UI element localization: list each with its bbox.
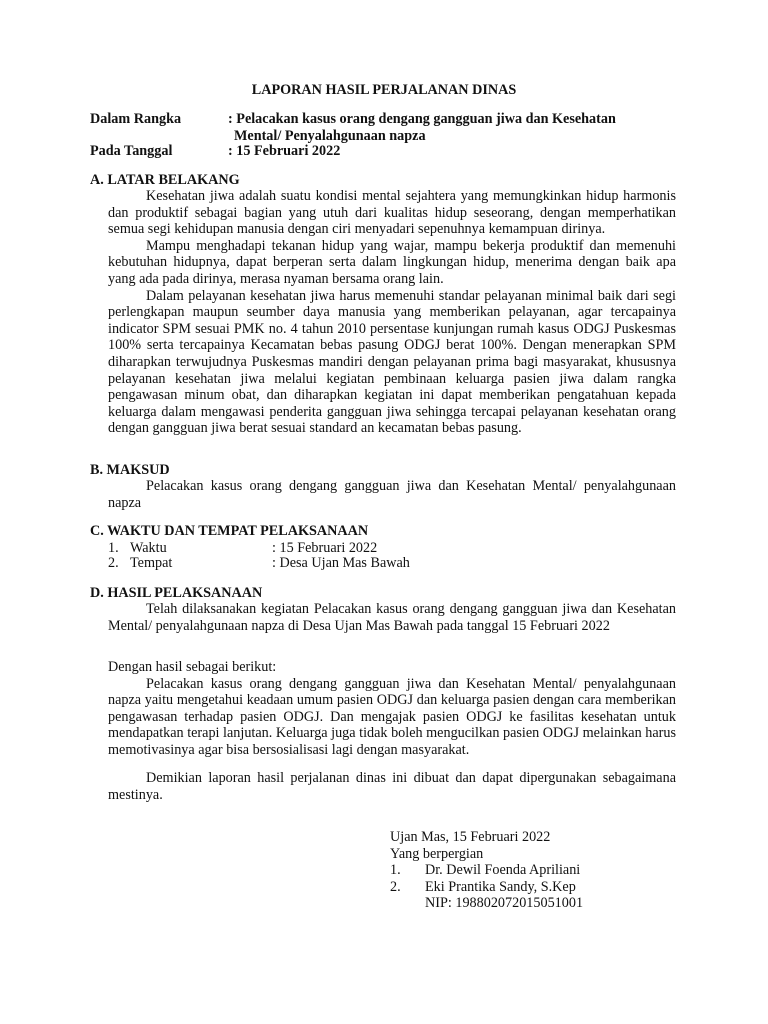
section-b-heading: B. MAKSUD bbox=[90, 462, 170, 478]
dalam-rangka-value-continued: Mental/ Penyalahgunaan napza bbox=[234, 127, 426, 144]
item-number: 1. bbox=[108, 540, 119, 556]
signatory-number: 1. bbox=[390, 862, 401, 879]
signatory-name: Eki Prantika Sandy, S.Kep bbox=[425, 878, 576, 895]
section-d-heading: D. HASIL PELAKSANAAN bbox=[90, 585, 263, 601]
signature-block bbox=[390, 829, 583, 912]
item-label: Waktu bbox=[130, 540, 167, 556]
section-a-body bbox=[108, 188, 676, 437]
section-c-item-2 bbox=[108, 555, 410, 572]
result-intro: Dengan hasil sebagai berikut: bbox=[108, 659, 277, 675]
pada-tanggal-value: : 15 Februari 2022 bbox=[228, 143, 341, 159]
header-pada-tanggal bbox=[90, 143, 340, 160]
section-b-paragraph: Pelacakan kasus orang dengang gangguan jiwa dan Kesehatan Mental/ penyalahgunaan napza bbox=[108, 478, 676, 511]
section-a-heading: A. LATAR BELAKANG bbox=[90, 172, 240, 188]
section-d-paragraph-1: Telah dilaksanakan kegiatan Pelacakan kasus orang dengang gangguan jiwa dan Kesehatan Mental/ penyalahgunaan napza di Desa Ujan Mas Bawah pada tanggal 15 Februari 2022 bbox=[108, 601, 676, 634]
header-dalam-rangka bbox=[90, 111, 616, 144]
item-value: : 15 Februari 2022 bbox=[272, 540, 378, 556]
section-d-body-2 bbox=[108, 659, 676, 759]
item-value: : Desa Ujan Mas Bawah bbox=[272, 555, 410, 571]
report-title: LAPORAN HASIL PERJALANAN DINAS bbox=[251, 82, 517, 98]
closing-paragraph: Demikian laporan hasil perjalanan dinas ini dibuat dan dapat dipergunakan sebagaimana mestinya. bbox=[108, 770, 676, 803]
signatory-2 bbox=[390, 879, 583, 896]
item-number: 2. bbox=[108, 555, 119, 571]
section-d-body-1 bbox=[108, 601, 676, 634]
signatory-nip: NIP: 198802072015051001 bbox=[425, 895, 584, 912]
section-a-paragraph-2: Mampu menghadapi tekanan hidup yang wajar, mampu bekerja produktif dan memenuhi kebutuhan hidupnya, dapat berperan serta dalam lingkungan hidup, menerima dengan baik apa yang ada pada dirinya, merasa nyaman bersama orang lain. bbox=[108, 237, 676, 287]
dalam-rangka-label: Dalam Rangka bbox=[90, 111, 182, 127]
dalam-rangka-value: : Pelacakan kasus orang dengang gangguan jiwa dan Kesehatan bbox=[228, 111, 616, 127]
section-b-body bbox=[108, 478, 676, 511]
section-c-heading: C. WAKTU DAN TEMPAT PELAKSANAAN bbox=[90, 523, 369, 539]
section-a-paragraph-3: Dalam pelayanan kesehatan jiwa harus memenuhi standar pelayanan minimal baik dari segi perlengkapan maupun seumber daya manusia yang memberikan pelayanan, agar tercapainya indicator SPM sesuai PMK no. 4 tahun 2010 persentase kunjungan rumah kasus ODGJ Puskesmas 100% serta tercapainya Kecamatan bebas pasung ODGJ berat 100%. Dengan menerapkan SPM diharapkan terwujudnya Puskesmas mandiri dengan pelayanan prima bagi masyarakat, khususnya pelayanan kesehatan jiwa melalui kegiatan pembinaan keluarga pasien jiwa dalam rangka pengawasan minum obat, dan diharapkan kegiatan ini dapat memberikan pengatahuan kepada keluarga dalam mengawasi penderita gangguan jiwa sehingga tercapai pelayanan kesehatan orang dengan gangguan jiwa berat sesuai standard an kecamatan bebas pasung. bbox=[108, 287, 676, 437]
signature-role: Yang berpergian bbox=[390, 845, 484, 862]
signatory-name: Dr. Dewil Foenda Apriliani bbox=[425, 862, 581, 879]
signature-place-date: Ujan Mas, 15 Februari 2022 bbox=[390, 829, 551, 845]
item-label: Tempat bbox=[130, 555, 173, 571]
section-d-paragraph-2: Pelacakan kasus orang dengang gangguan jiwa dan Kesehatan Mental/ penyalahgunaan napza yaitu mengetahui keadaan umum pasien ODGJ dan keluarga pasien dengan cara memberikan pengawasan terhadap pasien ODGJ. Dan mengajak pasien ODGJ ke fasilitas kesehatan untuk mendapatkan terapi lanjutan. Keluarga juga tidak boleh mengucilkan pasien ODGJ melainkan harus memotivasinya agar bisa bersosialisasi lagi dengan masyarakat. bbox=[108, 675, 676, 758]
closing-block bbox=[108, 770, 676, 803]
section-a-paragraph-1: Kesehatan jiwa adalah suatu kondisi mental sejahtera yang memungkinkan hidup harmonis dan produktif sebagai bagian yang utuh dari kualitas hidup seseorang, dengan memperhatikan semua segi kehidupan manusia dengan ciri menyadari sepenuhnya kemampuan dirinya. bbox=[108, 188, 676, 238]
pada-tanggal-label: Pada Tanggal bbox=[90, 143, 173, 159]
signatory-number: 2. bbox=[390, 878, 401, 895]
signatory-1 bbox=[390, 862, 583, 879]
